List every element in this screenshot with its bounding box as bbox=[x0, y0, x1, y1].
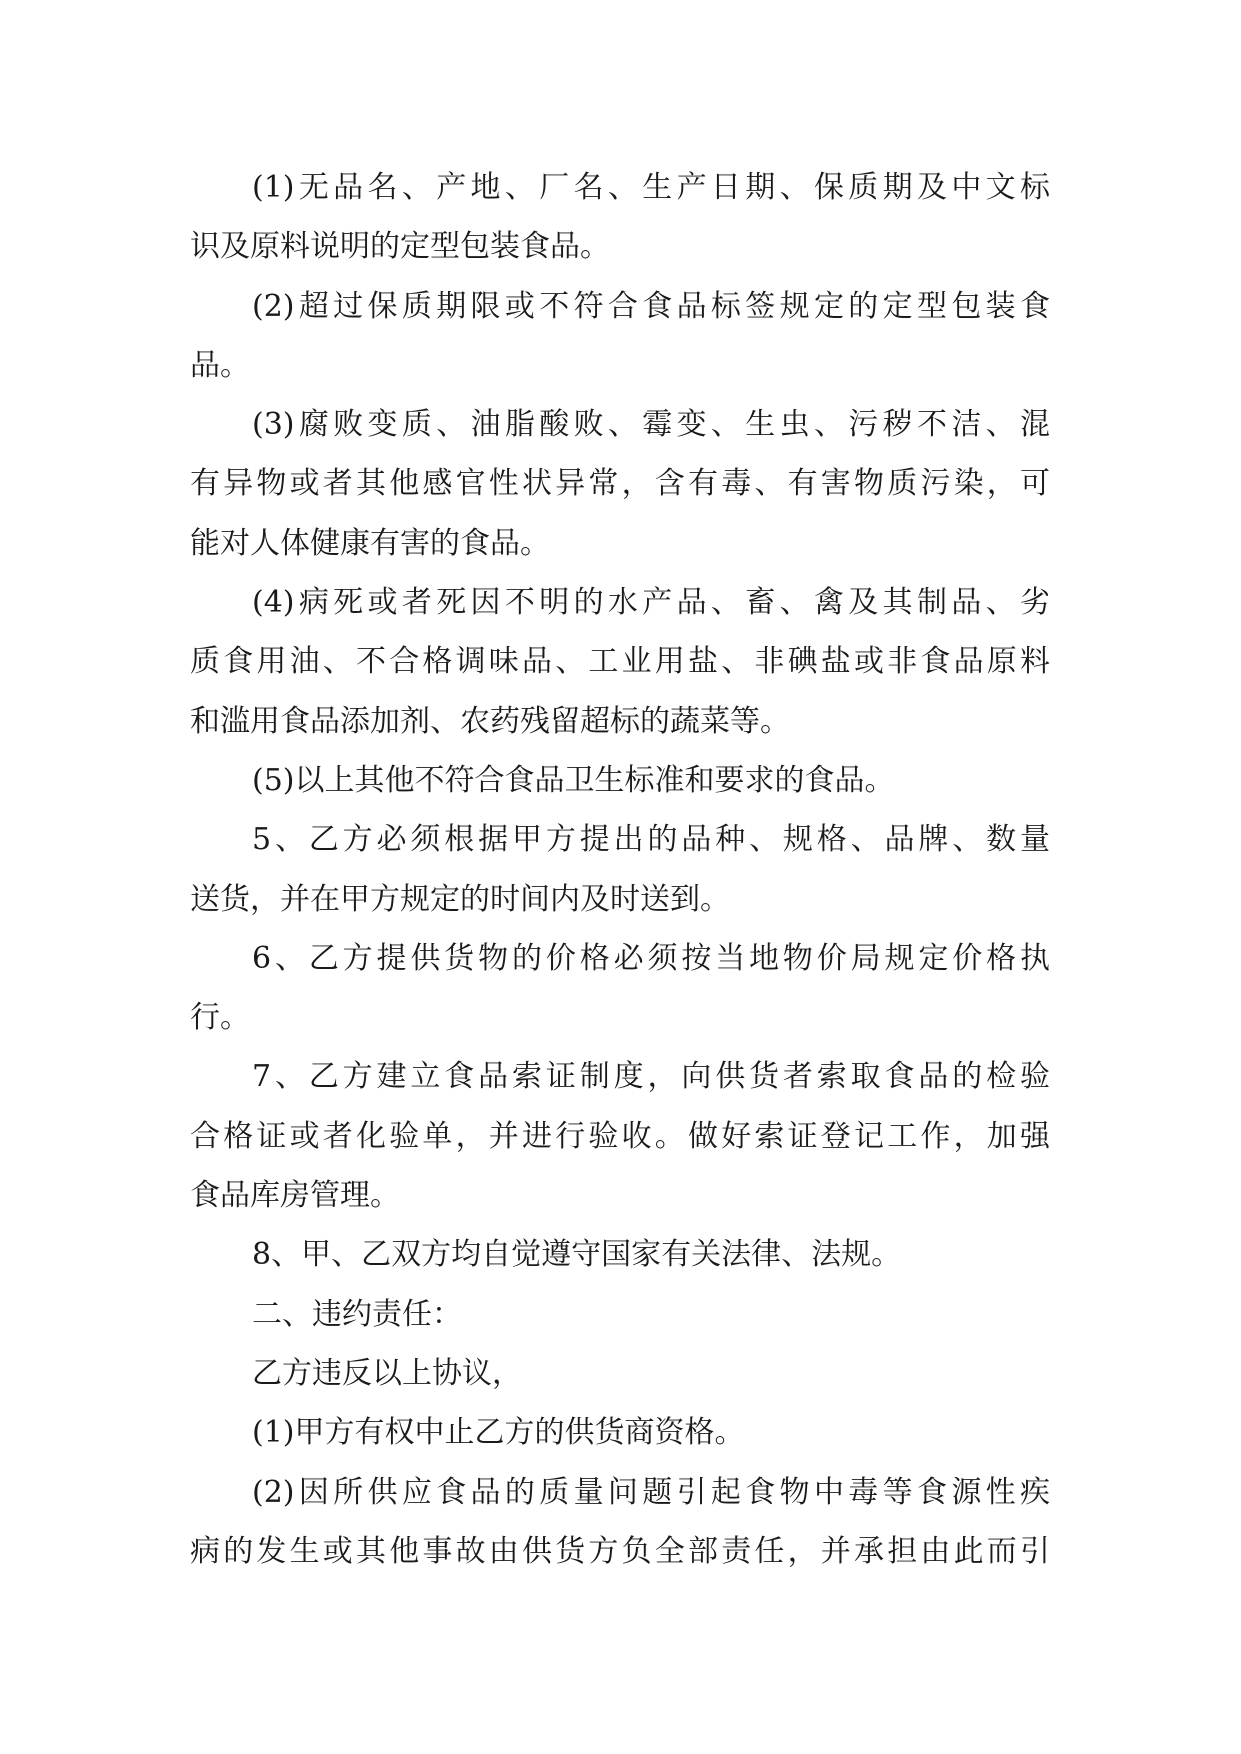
text-line: (5)以上其他不符合食品卫生标准和要求的食品。 bbox=[252, 762, 895, 798]
text-line: 质食用油、不合格调味品、工业用盐、非碘盐或非食品原料 bbox=[190, 644, 1050, 680]
text-line: (3)腐败变质、油脂酸败、霉变、生虫、污秽不洁、混 bbox=[252, 407, 1050, 443]
text-line: (2)因所供应食品的质量问题引起食物中毒等食源性疾 bbox=[252, 1474, 1050, 1510]
text-line: 6、乙方提供货物的价格必须按当地物价局规定价格执 bbox=[252, 940, 1050, 976]
text-line: (1)无品名、产地、厂名、生产日期、保质期及中文标 bbox=[252, 170, 1050, 205]
text-line: 识及原料说明的定型包装食品。 bbox=[190, 229, 610, 265]
text-line: 5、乙方必须根据甲方提出的品种、规格、品牌、数量 bbox=[252, 822, 1050, 858]
text-line: 送货，并在甲方规定的时间内及时送到。 bbox=[190, 881, 730, 917]
text-line: 和滥用食品添加剂、农药残留超标的蔬菜等。 bbox=[190, 703, 790, 739]
document-body bbox=[190, 158, 1050, 1581]
text-line: 合格证或者化验单，并进行验收。做好索证登记工作，加强 bbox=[190, 1118, 1050, 1154]
text-line: (2)超过保质期限或不符合食品标签规定的定型包装食 bbox=[252, 288, 1050, 324]
text-line: 食品库房管理。 bbox=[190, 1178, 400, 1214]
text-line: 乙方违反以上协议， bbox=[252, 1355, 522, 1391]
text-line: 8、甲、乙双方均自觉遵守国家有关法律、法规。 bbox=[252, 1237, 902, 1273]
text-line: 7、乙方建立食品索证制度，向供货者索取食品的检验 bbox=[252, 1059, 1050, 1095]
text-line: 病的发生或其他事故由供货方负全部责任，并承担由此而引 bbox=[190, 1533, 1050, 1569]
text-line: (4)病死或者死因不明的水产品、畜、禽及其制品、劣 bbox=[252, 585, 1050, 621]
text-line: 有异物或者其他感官性状异常，含有毒、有害物质污染，可 bbox=[190, 466, 1050, 502]
text-line: 行。 bbox=[190, 1000, 250, 1036]
text-line: 品。 bbox=[190, 347, 250, 383]
text-line: 能对人体健康有害的食品。 bbox=[190, 525, 550, 561]
text-line: 二、违约责任： bbox=[252, 1296, 462, 1332]
text-line: (1)甲方有权中止乙方的供货商资格。 bbox=[252, 1415, 745, 1451]
